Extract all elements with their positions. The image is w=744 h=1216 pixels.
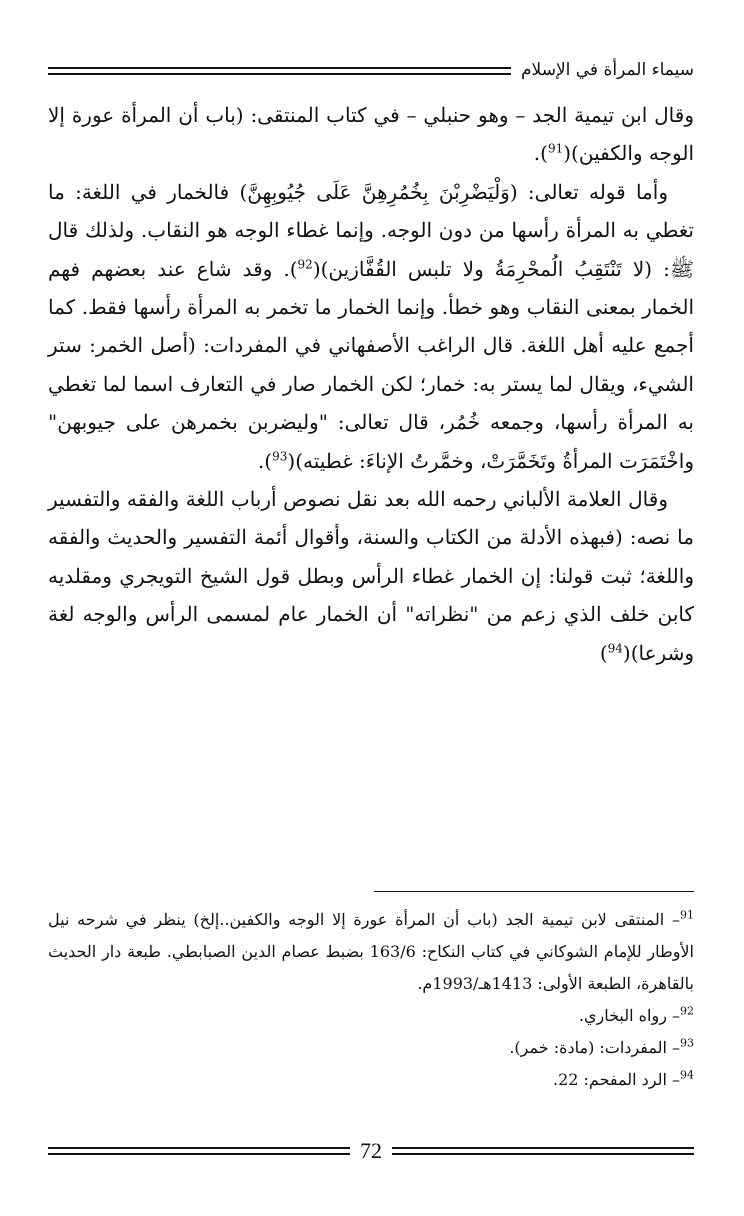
footnote-91 <box>48 904 694 1000</box>
running-header <box>48 58 694 82</box>
paragraph-2-end: ). وقد شاع عند بعضهم فهم الخمار بمعنى النقاب وهو خطأ. وإنما الخمار ما تخمر به المرأة رأسها فقط. كما أجمع عليه أهل اللغة. قال الراغب الأصفهاني في المفردات: (أصل الخمر: ستر الشيء، ويقال لما يستر به: خمار؛ لكن الخمار صار في التعارف اسما لما تغطي به المرأة رأسها، وجمعه خُمُر، قال تعالى: "وليضربن بخمرهن على جيوبهن" واخْتَمَرَت المرأةُ وتَخَمَّرَتْ، وخمَّرتُ الإناءَ: غطيته)( <box>48 256 694 473</box>
footnote-text: – المفردات: (مادة: خمر). <box>509 1038 680 1057</box>
paragraph-1 <box>48 96 694 173</box>
paragraph-2-text: وأما قوله تعالى: (وَلْيَضْرِبْنَ بِخُمُرِهِنَّ عَلَى جُيُوبِهِنَّ) فالخمار في اللغة: ما تغطي به المرأة رأسها من دون الوجه. وإنما غطاء الوجه هو النقاب. ولذلك قال ﷺ: (لا تَنْتَقِبُ الُمحْرِمَةُ ولا تلبس القُفَّازين)( <box>48 179 694 281</box>
paragraph-3-end: ) <box>599 640 608 665</box>
main-text <box>48 96 694 672</box>
footnote-text: – رواه البخاري. <box>578 1006 680 1025</box>
footnote-92 <box>48 1000 694 1032</box>
footnote-number: 93 <box>680 1036 694 1050</box>
footnote-number: 92 <box>680 1004 694 1018</box>
paragraph-2 <box>48 173 694 480</box>
paragraph-3-text: وقال العلامة الألباني رحمه الله بعد نقل نصوص أرباب اللغة والفقه والتفسير ما نصه: (فبهذه الأدلة من الكتاب والسنة، وأقوال أئمة التفسير والحديث والفقه واللغة؛ ثبت قولنا: إن الخمار غطاء الرأس وبطل قول الشيخ التويجري ومقلديه كابن خلف الذي زعم من "نظراته" أن الخمار عام لمسمى الرأس والوجه لغة وشرعا)( <box>48 487 694 665</box>
footnote-ref-92[interactable]: 92 <box>297 256 313 271</box>
footnote-number: 91 <box>680 908 694 922</box>
footnote-ref-93[interactable]: 93 <box>272 449 288 463</box>
header-double-rule <box>48 67 511 75</box>
footer-rule-left <box>48 1147 350 1155</box>
footnote-94 <box>48 1064 694 1096</box>
footnotes-section <box>48 904 694 1096</box>
paragraph-2-end2: ). <box>257 448 273 473</box>
paragraph-1-end: ). <box>533 141 548 166</box>
running-header-title: سيماء المرأة في الإسلام <box>521 60 694 80</box>
footnote-text: – الرد المفحم: 22. <box>552 1070 680 1089</box>
footnote-ref-94[interactable]: 94 <box>607 641 623 656</box>
footnote-text: – المنتقى لابن تيمية الجد (باب أن المرأة عورة إلا الوجه والكفين..إلخ) ينظر في شرحه نيل الأوطار للإمام الشوكاني في كتاب النكاح: 163/6 بضبط عصام الدين الصبابطي. طبعة دار الحديث بالقاهرة، الطبعة الأولى: 1413هـ/1993م. <box>48 910 694 993</box>
page-footer <box>48 1136 694 1166</box>
footnote-ref-91[interactable]: 91 <box>547 141 564 156</box>
footnote-number: 94 <box>680 1068 694 1082</box>
paragraph-1-text: وقال ابن تيمية الجد – وهو حنبلي – في كتاب المنتقى: (باب أن المرأة عورة إلا الوجه والكفين)( <box>48 103 694 166</box>
paragraph-3 <box>48 480 694 672</box>
page-number: 72 <box>360 1138 382 1163</box>
footer-rule-right <box>392 1147 694 1155</box>
footnote-separator <box>374 891 694 892</box>
footnote-93 <box>48 1032 694 1064</box>
